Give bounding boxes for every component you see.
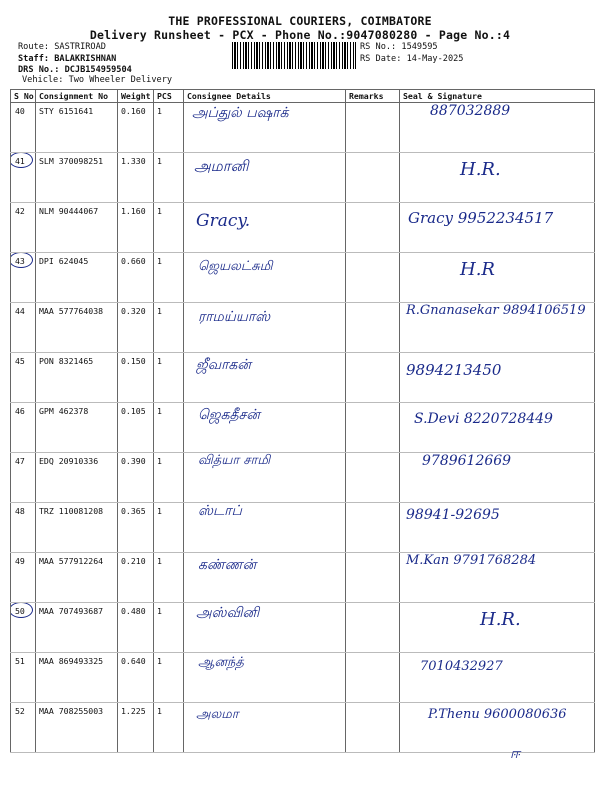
pcs-text: 1 — [157, 156, 162, 166]
consignment-text: DPI 624045 — [39, 256, 89, 266]
pcs-text: 1 — [157, 506, 162, 516]
signature-cell — [400, 203, 595, 253]
consignee-cell — [184, 103, 346, 153]
consignee-cell — [184, 653, 346, 703]
table-row — [11, 353, 595, 403]
consignee-handwriting: Gracy. — [196, 211, 251, 231]
sno-cell — [11, 453, 36, 503]
pcs-text: 1 — [157, 106, 162, 116]
consignment-cell — [36, 653, 118, 703]
weight-cell — [118, 403, 154, 453]
remarks-cell — [346, 303, 400, 353]
sno-text: 43 — [15, 256, 25, 266]
pcs-text: 1 — [157, 656, 162, 666]
consignee-handwriting: அமானி — [194, 157, 249, 175]
weight-text: 0.365 — [121, 506, 146, 516]
pcs-text: 1 — [157, 306, 162, 316]
consignment-cell — [36, 403, 118, 453]
signature-cell — [400, 153, 595, 203]
weight-cell — [118, 653, 154, 703]
weight-text: 1.225 — [121, 706, 146, 716]
signature-handwriting: 9894213450 — [406, 361, 502, 379]
sno-cell — [11, 553, 36, 603]
remarks-cell — [346, 453, 400, 503]
rs-info — [360, 42, 463, 65]
pcs-cell — [154, 103, 184, 153]
remarks-cell — [346, 653, 400, 703]
sno-text: 48 — [15, 506, 25, 516]
sno-cell — [11, 703, 36, 753]
weight-text: 0.640 — [121, 656, 146, 666]
signature-cell — [400, 353, 595, 403]
signature-handwriting: 9789612669 — [422, 453, 512, 469]
pcs-cell — [154, 253, 184, 303]
sno-cell — [11, 253, 36, 303]
signature-handwriting: M.Kan 9791768284 — [406, 553, 537, 568]
pcs-cell — [154, 403, 184, 453]
sno-cell — [11, 153, 36, 203]
consignee-cell — [184, 453, 346, 503]
consignment-text: NLM 90444067 — [39, 206, 99, 216]
remarks-cell — [346, 353, 400, 403]
drs-number: DRS No.: DCJB154959504 — [18, 65, 132, 75]
table-row — [11, 203, 595, 253]
weight-cell — [118, 703, 154, 753]
vehicle-label: Vehicle: Two Wheeler Delivery — [22, 75, 173, 85]
consignment-cell — [36, 253, 118, 303]
consignee-cell — [184, 403, 346, 453]
sno-text: 51 — [15, 656, 25, 666]
col-consignee: Consignee Details — [184, 90, 346, 103]
pcs-cell — [154, 703, 184, 753]
route-label: Route: SASTRIROAD — [18, 42, 106, 52]
consignment-text: TRZ 110081208 — [39, 506, 104, 516]
consignment-text: PON 8321465 — [39, 356, 94, 366]
pcs-text: 1 — [157, 556, 162, 566]
signature-cell — [400, 253, 595, 303]
signature-cell — [400, 103, 595, 153]
pcs-cell — [154, 453, 184, 503]
sno-cell — [11, 203, 36, 253]
consignee-cell — [184, 253, 346, 303]
signature-cell — [400, 703, 595, 753]
runsheet-subtitle: Delivery Runsheet - PCX - Phone No.:9047080280 - Page No.:4 — [89, 28, 511, 42]
consignment-cell — [36, 203, 118, 253]
consignment-cell — [36, 353, 118, 403]
consignee-handwriting: ஜெகதீசன் — [198, 407, 260, 423]
weight-cell — [118, 603, 154, 653]
weight-text: 0.105 — [121, 406, 146, 416]
weight-text: 1.330 — [121, 156, 146, 166]
signature-cell — [400, 453, 595, 503]
table-row — [11, 553, 595, 603]
weight-text: 0.320 — [121, 306, 146, 316]
sno-cell — [11, 403, 36, 453]
sno-cell — [11, 353, 36, 403]
consignment-cell — [36, 303, 118, 353]
consignment-cell — [36, 453, 118, 503]
sno-text: 41 — [15, 156, 25, 166]
pcs-cell — [154, 153, 184, 203]
sno-text: 52 — [15, 706, 25, 716]
pcs-cell — [154, 653, 184, 703]
consignee-handwriting: ஸ்டாப் — [198, 503, 242, 519]
sno-text: 46 — [15, 406, 25, 416]
pcs-text: 1 — [157, 256, 162, 266]
consignee-cell — [184, 703, 346, 753]
remarks-cell — [346, 503, 400, 553]
pcs-cell — [154, 203, 184, 253]
weight-text: 0.210 — [121, 556, 146, 566]
weight-text: 0.160 — [121, 106, 146, 116]
sno-cell — [11, 503, 36, 553]
signature-handwriting: H.R — [460, 259, 495, 280]
consignee-handwriting: ஜீவாகன் — [196, 357, 251, 373]
weight-cell — [118, 103, 154, 153]
pcs-cell — [154, 503, 184, 553]
weight-cell — [118, 253, 154, 303]
consignment-cell — [36, 503, 118, 553]
pcs-cell — [154, 353, 184, 403]
sno-cell — [11, 103, 36, 153]
circle-mark — [11, 603, 34, 619]
pcs-text: 1 — [157, 406, 162, 416]
remarks-cell — [346, 553, 400, 603]
consignee-cell — [184, 303, 346, 353]
sno-text: 40 — [15, 106, 25, 116]
signature-cell — [400, 603, 595, 653]
pcs-text: 1 — [157, 206, 162, 216]
weight-text: 0.390 — [121, 456, 146, 466]
pcs-text: 1 — [157, 706, 162, 716]
pcs-text: 1 — [157, 356, 162, 366]
circle-mark — [11, 253, 34, 269]
weight-cell — [118, 353, 154, 403]
consignee-handwriting: வித்யா சாமி — [198, 453, 271, 468]
consignee-cell — [184, 353, 346, 403]
table-row — [11, 453, 595, 503]
remarks-cell — [346, 403, 400, 453]
sno-text: 42 — [15, 206, 25, 216]
signature-cell — [400, 503, 595, 553]
consignee-cell — [184, 503, 346, 553]
weight-text: 1.160 — [121, 206, 146, 216]
staff-label: Staff: BALAKRISHNAN — [18, 53, 117, 64]
consignment-text: GPM 462378 — [39, 406, 89, 416]
weight-cell — [118, 303, 154, 353]
pcs-cell — [154, 603, 184, 653]
consignment-text: MAA 708255003 — [39, 706, 104, 716]
consignee-handwriting: ராமய்யாஸ் — [198, 309, 271, 325]
remarks-cell — [346, 603, 400, 653]
consignee-cell — [184, 603, 346, 653]
runsheet-table — [10, 89, 595, 753]
col-consignment: Consignment No — [36, 90, 118, 103]
signature-cell — [400, 303, 595, 353]
sno-text: 49 — [15, 556, 25, 566]
signature-handwriting: R.Gnanasekar 9894106519 — [406, 303, 586, 318]
col-sno: S No — [11, 90, 36, 103]
remarks-cell — [346, 703, 400, 753]
pcs-text: 1 — [157, 456, 162, 466]
col-seal-signature: Seal & Signature — [400, 90, 595, 103]
company-title: THE PROFESSIONAL COURIERS, COIMBATORE — [168, 14, 432, 28]
table-row — [11, 653, 595, 703]
sno-text: 50 — [15, 606, 25, 616]
table-header-row — [11, 90, 595, 103]
consignment-text: EDQ 20910336 — [39, 456, 99, 466]
table-row — [11, 253, 595, 303]
signature-handwriting: S.Devi 8220728449 — [414, 411, 553, 427]
signature-handwriting: 7010432927 — [420, 659, 503, 674]
col-pcs: PCS — [154, 90, 184, 103]
signature-cell — [400, 553, 595, 603]
table-row — [11, 303, 595, 353]
weight-text: 0.150 — [121, 356, 146, 366]
consignment-text: MAA 577764038 — [39, 306, 104, 316]
consignment-text: MAA 869493325 — [39, 656, 104, 666]
col-remarks: Remarks — [346, 90, 400, 103]
signature-handwriting: P.Thenu 9600080636 — [428, 707, 567, 722]
consignee-handwriting: அப்துல் பஷாக் — [192, 105, 289, 121]
pcs-text: 1 — [157, 606, 162, 616]
weight-cell — [118, 503, 154, 553]
consignment-cell — [36, 153, 118, 203]
remarks-cell — [346, 153, 400, 203]
table-row — [11, 153, 595, 203]
weight-cell — [118, 453, 154, 503]
signature-handwriting: Gracy 9952234517 — [408, 209, 554, 227]
col-weight: Weight — [118, 90, 154, 103]
remarks-cell — [346, 103, 400, 153]
pcs-cell — [154, 553, 184, 603]
table-row — [11, 403, 595, 453]
sno-cell — [11, 603, 36, 653]
consignment-text: SLM 370098251 — [39, 156, 104, 166]
sno-text: 44 — [15, 306, 25, 316]
rs-number: RS No.: 1549595 — [360, 42, 438, 52]
weight-cell — [118, 153, 154, 203]
signature-cell — [400, 403, 595, 453]
consignee-handwriting: ஆனந்த் — [198, 655, 244, 670]
consignment-text: MAA 707493687 — [39, 606, 104, 616]
sno-cell — [11, 653, 36, 703]
consignment-cell — [36, 703, 118, 753]
route-info — [18, 42, 132, 77]
remarks-cell — [346, 253, 400, 303]
sno-cell — [11, 303, 36, 353]
consignee-handwriting: ஜெயலட்சுமி — [198, 259, 273, 274]
handwritten-mark: ஈ — [510, 746, 520, 762]
circle-mark — [11, 153, 34, 169]
signature-handwriting: H.R. — [460, 159, 501, 180]
consignment-cell — [36, 553, 118, 603]
consignee-cell — [184, 553, 346, 603]
weight-text: 0.480 — [121, 606, 146, 616]
signature-handwriting: 887032889 — [430, 103, 511, 119]
table-row — [11, 603, 595, 653]
consignee-handwriting: கண்ணன் — [198, 557, 257, 573]
remarks-cell — [346, 203, 400, 253]
signature-handwriting: 98941-92695 — [406, 507, 500, 523]
sno-text: 47 — [15, 456, 25, 466]
weight-cell — [118, 553, 154, 603]
consignee-handwriting: அஸ்வினி — [196, 605, 260, 621]
signature-cell — [400, 653, 595, 703]
table-row — [11, 103, 595, 153]
sno-text: 45 — [15, 356, 25, 366]
consignment-text: STY 6151641 — [39, 106, 94, 116]
table-row — [11, 503, 595, 553]
signature-handwriting: H.R. — [480, 609, 521, 630]
weight-text: 0.660 — [121, 256, 146, 266]
rs-date: RS Date: 14-May-2025 — [360, 53, 464, 64]
consignment-cell — [36, 103, 118, 153]
table-row — [11, 703, 595, 753]
consignee-cell — [184, 153, 346, 203]
consignee-cell — [184, 203, 346, 253]
pcs-cell — [154, 303, 184, 353]
consignment-text: MAA 577912264 — [39, 556, 104, 566]
weight-cell — [118, 203, 154, 253]
consignee-handwriting: அலமா — [196, 707, 239, 722]
consignment-cell — [36, 603, 118, 653]
barcode-image — [232, 42, 356, 69]
